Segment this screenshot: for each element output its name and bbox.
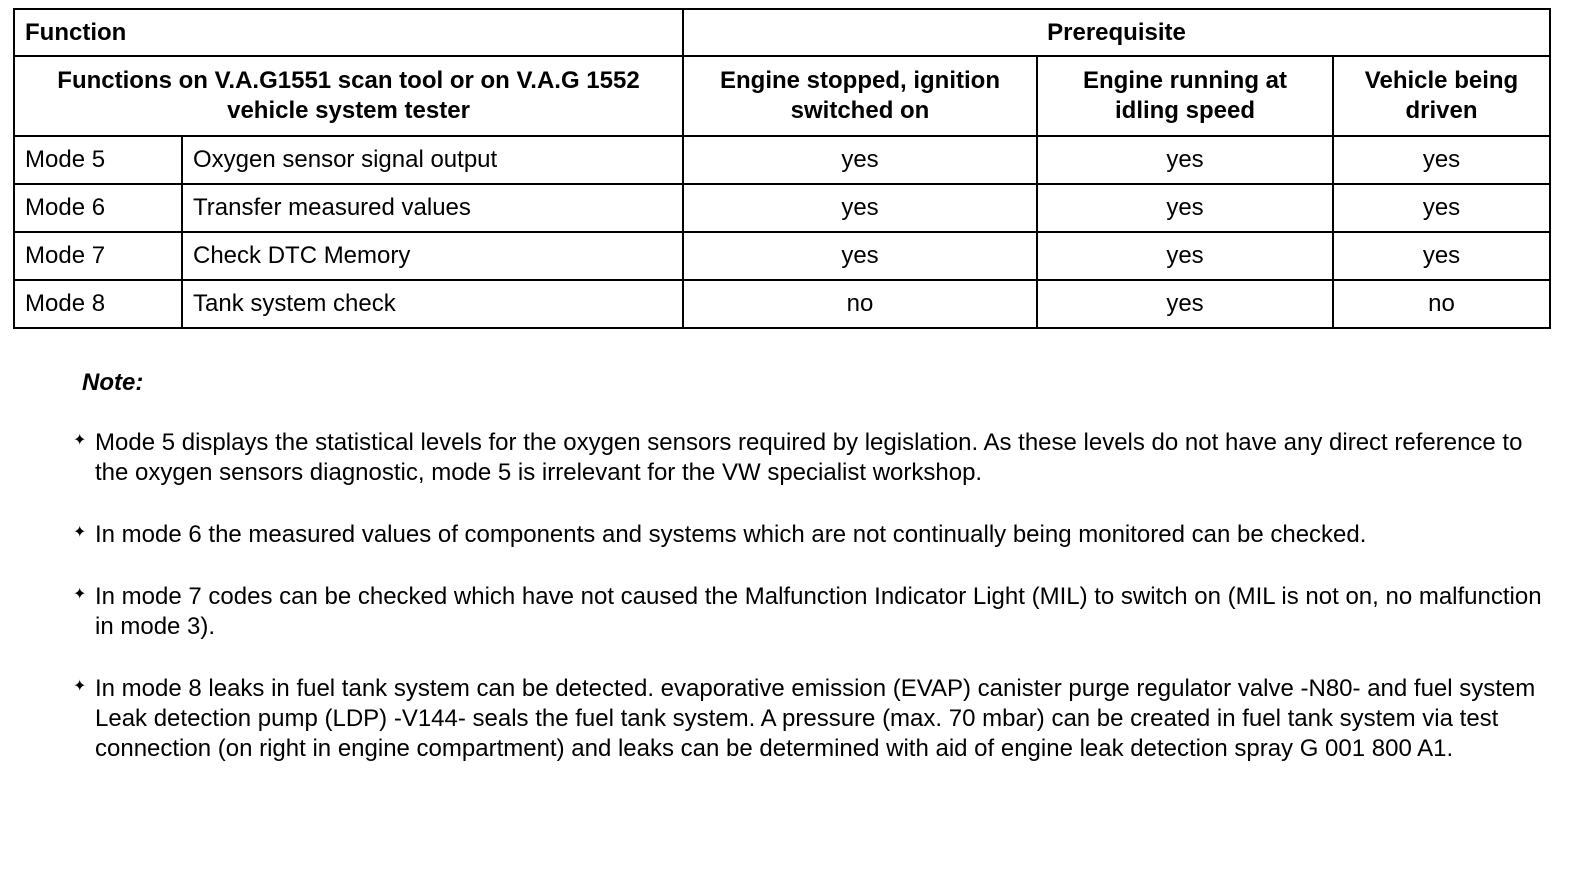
header-function: Function xyxy=(14,9,683,56)
cell-engine-stopped: yes xyxy=(683,232,1037,280)
cell-mode: Mode 5 xyxy=(14,136,182,184)
cell-engine-running: yes xyxy=(1037,184,1333,232)
table-row xyxy=(14,280,1550,328)
cell-mode: Mode 7 xyxy=(14,232,182,280)
subheader-engine-stopped: Engine stopped, ignition switched on xyxy=(683,56,1037,136)
note-list xyxy=(70,428,1560,796)
cell-vehicle-driven: no xyxy=(1333,280,1550,328)
diamond-bullet-icon: ✦ xyxy=(73,432,87,449)
list-item xyxy=(70,582,1560,642)
table-row xyxy=(14,232,1550,280)
note-text: In mode 8 leaks in fuel tank system can be detected. evaporative emission (EVAP) canister purge regulator valve -N80- and fuel system Leak detection pump (LDP) -V144- seals the fuel tank system. A pressure (max. 70 mbar) can be created in fuel tank system via test connection (on right in engine compartment) and leaks can be determined with aid of engine leak detection spray G 001 800 A1. xyxy=(95,675,1536,762)
diamond-bullet-icon: ✦ xyxy=(73,586,87,603)
cell-engine-stopped: no xyxy=(683,280,1037,328)
table-row xyxy=(14,184,1550,232)
diamond-bullet-icon: ✦ xyxy=(73,678,87,695)
list-item xyxy=(70,520,1560,550)
subheader-vehicle-driven: Vehicle being driven xyxy=(1333,56,1550,136)
note-text: In mode 7 codes can be checked which have not caused the Malfunction Indicator Light (MIL) to switch on (MIL is not on, no malfunction in mode 3). xyxy=(95,583,1542,640)
table-subheader-row xyxy=(14,56,1550,136)
cell-engine-running: yes xyxy=(1037,280,1333,328)
cell-mode: Mode 8 xyxy=(14,280,182,328)
list-item xyxy=(70,428,1560,488)
cell-engine-running: yes xyxy=(1037,136,1333,184)
cell-vehicle-driven: yes xyxy=(1333,136,1550,184)
cell-function: Transfer measured values xyxy=(182,184,683,232)
note-title: Note: xyxy=(82,369,144,396)
cell-engine-running: yes xyxy=(1037,232,1333,280)
table-header-row xyxy=(14,9,1550,56)
cell-engine-stopped: yes xyxy=(683,184,1037,232)
cell-function: Check DTC Memory xyxy=(182,232,683,280)
subheader-engine-running: Engine running at idling speed xyxy=(1037,56,1333,136)
note-text: In mode 6 the measured values of components and systems which are not continually being monitored can be checked. xyxy=(95,521,1367,548)
note-text: Mode 5 displays the statistical levels for the oxygen sensors required by legislation. As these levels do not have any direct reference to the oxygen sensors diagnostic, mode 5 is irrelevant for the VW specialist workshop. xyxy=(95,429,1523,486)
subheader-functions: Functions on V.A.G1551 scan tool or on V.A.G 1552 vehicle system tester xyxy=(14,56,683,136)
diamond-bullet-icon: ✦ xyxy=(73,524,87,541)
list-item xyxy=(70,674,1560,764)
header-prerequisite: Prerequisite xyxy=(683,9,1550,56)
cell-vehicle-driven: yes xyxy=(1333,184,1550,232)
modes-table xyxy=(13,8,1551,329)
table-row xyxy=(14,136,1550,184)
cell-function: Tank system check xyxy=(182,280,683,328)
cell-mode: Mode 6 xyxy=(14,184,182,232)
cell-vehicle-driven: yes xyxy=(1333,232,1550,280)
cell-engine-stopped: yes xyxy=(683,136,1037,184)
cell-function: Oxygen sensor signal output xyxy=(182,136,683,184)
